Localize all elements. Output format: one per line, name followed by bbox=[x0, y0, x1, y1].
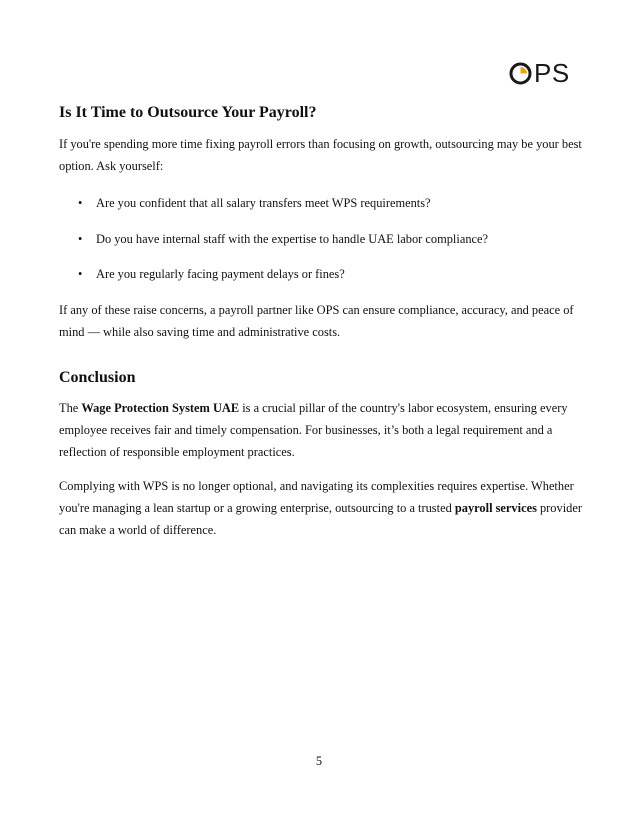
bold-term-payroll-services: payroll services bbox=[454, 501, 537, 515]
list-item-text: Are you regularly facing payment delays or fines? bbox=[96, 267, 345, 281]
ops-logo bbox=[508, 58, 570, 88]
list-item-text: Are you confident that all salary transfers meet WPS requirements? bbox=[96, 196, 431, 210]
section-heading-outsource: Is It Time to Outsource Your Payroll? bbox=[59, 104, 317, 121]
ops-logo-text: PS bbox=[534, 58, 570, 88]
text-run: The bbox=[59, 401, 82, 415]
ops-logo-mark-icon bbox=[508, 61, 533, 86]
bold-term-wps: Wage Protection System UAE bbox=[81, 401, 240, 415]
section-heading-conclusion: Conclusion bbox=[59, 369, 136, 386]
bullet-icon: • bbox=[78, 196, 83, 210]
bullet-icon: • bbox=[78, 232, 83, 246]
list-item-text: Do you have internal staff with the expertise to handle UAE labor compliance? bbox=[96, 232, 489, 246]
intro-paragraph: If you're spending more time fixing payroll errors than focusing on growth, outsourcing may be your best option. Ask yourself: bbox=[59, 137, 582, 173]
conclusion-paragraph-1 bbox=[59, 397, 584, 463]
text-run: provider can make a world of difference. bbox=[59, 501, 582, 537]
list-item bbox=[78, 264, 578, 284]
text-run: Complying with WPS is no longer optional, and navigating its complexities requires expertise. Whether you're managing a lean startup or a growing enterprise, outsourcing to a trusted bbox=[59, 479, 574, 515]
page-number: 5 bbox=[315, 754, 323, 768]
concern-paragraph: If any of these raise concerns, a payroll partner like OPS can ensure compliance, accuracy, and peace of mind — while also saving time and administrative costs. bbox=[59, 303, 574, 339]
list-item bbox=[78, 229, 578, 249]
list-item bbox=[78, 193, 578, 213]
conclusion-paragraph-2 bbox=[59, 475, 584, 541]
bullet-icon: • bbox=[78, 267, 83, 281]
text-run: is a crucial pillar of the country's labor ecosystem, ensuring every employee receives fair and timely compensation. For businesses, it’s both a legal requirement and a reflection of responsible employment practices. bbox=[59, 401, 568, 459]
